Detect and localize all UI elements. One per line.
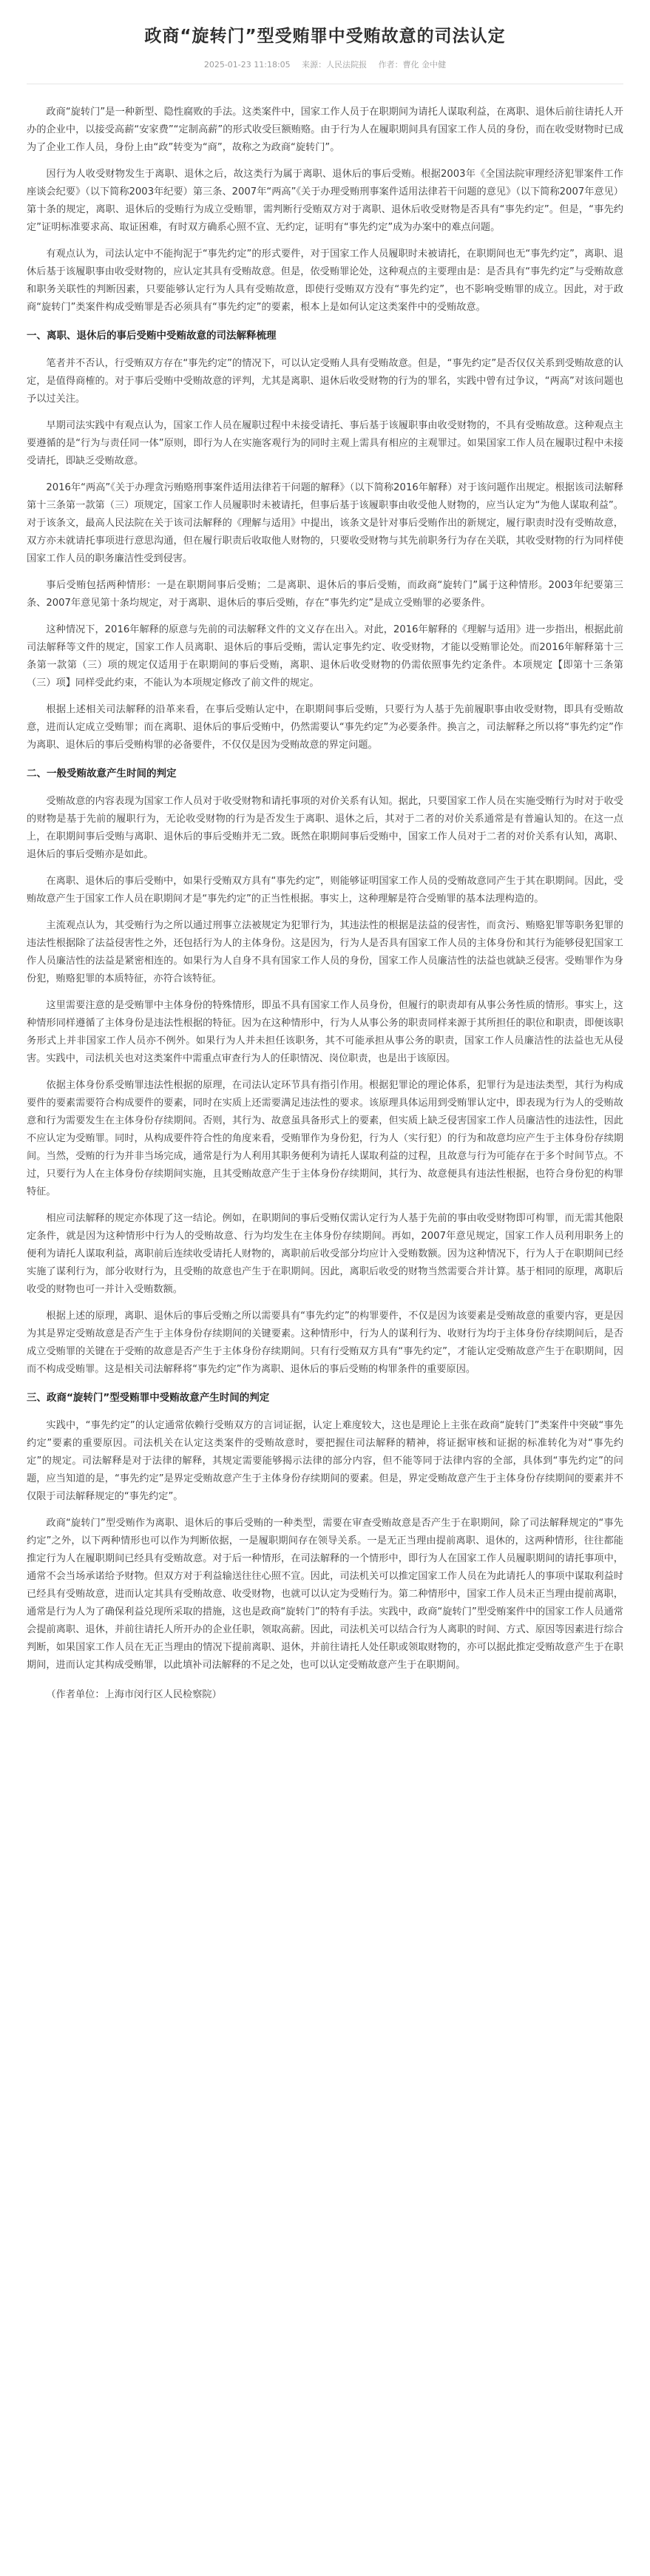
intro-section <box>27 104 623 317</box>
paragraph: 政商“旋转门”是一种新型、隐性腐败的手法。这类案件中，国家工作人员于在职期间为请托人谋取利益，在离职、退休后前往请托人开办的企业中，以接受高薪“安家费”“定制高薪”的形式收受巨额贿赂。由于行为人在履职期间具有国家工作人员的身份，而在收受财物时已成为了企业工作人员，身份上由“政”转变为“商”，故称之为政商“旋转门”。 <box>27 107 623 153</box>
paragraph: 早期司法实践中有观点认为，国家工作人员在履职过程中未接受请托、事后基于该履职事由收受财物的，不具有受贿故意。这种观点主要遵循的是“行为与责任同一体”原则，即行为人在实施客观行为的同时主观上需具有相应的主观罪过。如果国家工作人员在履职过程中未接受请托，即缺乏受贿故意。 <box>27 420 623 467</box>
section-heading: 二、一般受贿故意产生时间的判定 <box>27 768 177 780</box>
paragraph: 这里需要注意的是受贿罪中主体身份的特殊情形，即虽不具有国家工作人员身份，但履行的职责却有从事公务性质的情形。事实上，这种情形同样遵循了主体身份是违法性根据的特征。因为在这种情形中，行为人从事公务的职责同样来源于其所担任的职位和职责，即便该职务形式上并非国家工作人员亦不例外。如果行为人并未担任该职务，其不可能承担从事公务的职责，国家工作人员廉洁性的法益也无从侵害。实践中，司法机关也对这类案件中需重点审查行为人的任职情况、岗位职责，也是出于该原因。 <box>27 1000 623 1064</box>
section-1 <box>27 327 623 754</box>
paragraph: 根据上述相关司法解释的沿革来看，在事后受贿认定中，在职期间事后受贿，只要行为人基于先前履职事由收受财物，即具有受贿故意，进而认定成立受贿罪；而在离职、退休后的事后受贿中，仍然需要认“事先约定”为必要条件。换言之，司法解释之所以将“事先约定”作为离职、退休后的事后受贿构罪的必备要件，不仅仅是因为受贿故意的界定问题。 <box>27 704 623 751</box>
paragraph: 依据主体身份系受贿罪违法性根据的原理，在司法认定环节具有指引作用。根据犯罪论的理论体系，犯罪行为是违法类型，其行为构成要件的要素需要符合构成要件的要素，同时在实质上还需要满足违法性的要求。该原理具体运用到受贿罪认定中，即表现为行为人的受贿故意和行为需要发生在主体身份存续期间。否则，其行为、故意虽具备形式上的要素，但实质上缺乏侵害国家工作人员廉洁性的违法性，因此不应认定为受贿罪。同时，从构成要件符合性的角度来看，受贿罪作为身份犯，行为人（实行犯）的行为和故意均应产生于主体身份存续期间。当然，受贿的行为并非当场完成，通常是行为人利用其职务便利为请托人谋取利益的过程，且故意与行为可能存在于多个时间节点。不过，只要行为人在主体身份存续期间实施，且其受贿故意产生于主体身份存续期间，其行为、故意便具有违法性根据，也符合身份犯的构罪特征。 <box>27 1080 623 1197</box>
paragraph: 这种情况下，2016年解释的原意与先前的司法解释文件的文义存在出入。对此，2016年解释的《理解与适用》进一步指出，根据此前司法解释等文件的规定，国家工作人员离职、退休后的事后受贿，需认定事先约定、收受财物，才能以受贿罪论处。而2016年解释第十三条第一款第（三）项的规定仅适用于在职期间的事后受贿，离职、退休后收受财物的仍需依照事先约定条件。本项规定【即第十三条第（三）项】同样受此约束，不能认为本项规定修改了前文件的规定。 <box>27 624 623 689</box>
paragraph: 主流观点认为，其受贿行为之所以通过刑事立法被规定为犯罪行为，其违法性的根据是法益的侵害性，而贪污、贿赂犯罪等职务犯罪的违法性根据除了法益侵害性之外，还包括行为人的主体身份。这是因为，行为人是否具有国家工作人员的主体身份和其行为能够侵犯国家工作人员廉洁性的法益是紧密相连的。如果行为人自身不具有国家工作人员的身份，国家工作人员廉洁性的法益也就缺乏侵害。受贿罪作为身份犯，贿赂犯罪的本质特征，亦符合该特征。 <box>27 920 623 984</box>
article-authors: 作者：曹化 金中健 <box>378 60 447 70</box>
paragraph: 根据上述的原理，离职、退休后的事后受贿之所以需要具有“事先约定”的构罪要件，不仅是因为该要素是受贿故意的重要内容，更是因为其是界定受贿故意是否产生于主体身份存续期间的关键要素。这种情形中，行为人的谋利行为、收财行为均于主体身份存续期间后，是否成立受贿罪的关键在于受贿的故意是否产生于主体身份存续期间。只有行受贿双方具有“事先约定”，才能认定受贿故意产生于在职期间，因而不构成受贿罪。这是相关司法解释将“事先约定”作为离职、退休后的事后受贿的构罪条件的重要原因。 <box>27 1311 623 1375</box>
paragraph: 实践中，“事先约定”的认定通常依赖行受贿双方的言词证据，认定上难度较大，这也是理论上主张在政商“旋转门”类案件中突破“事先约定”要素的重要原因。司法机关在认定这类案件的受贿故意时，要把握住司法解释的精神，将证据审核和证据的标准转化为对“事先约定”的规定。司法解释是对于法律的解释，其规定需要能够揭示法律的部分内容，但不能等同于法律内容的全部，具体到“事先约定”的问题，应当知道的是，“事先约定”是界定受贿故意产生于主体身份存续期间的要素。但是，界定受贿故意产生于主体身份存续期间的要素并不仅限于司法解释规定的“事先约定”。 <box>27 1420 623 1502</box>
paragraph: 笔者并不否认，行受贿双方存在“事先约定”的情况下，可以认定受贿人具有受贿故意。但是，“事先约定”是否仅仅关系到受贿故意的认定，是值得商榷的。对于事后受贿中受贿故意的评判，尤其是离职、退休后收受财物的行为的罪名，实践中曾有过争议，“两高”对该问题也予以过关注。 <box>27 358 623 405</box>
article-source: 来源：人民法院报 <box>302 60 368 70</box>
paragraph: 受贿故意的内容表现为国家工作人员对于收受财物和请托事项的对价关系有认知。据此，只要国家工作人员在实施受贿行为时对于收受的财物是基于先前的履职行为，无论收受财物的行为是否发生于离职、退休之后，其对于二者的对价关系通常是有普遍认知的。在这一点上，在职期间事后受贿与离职、退休后的事后受贿并无二致。既然在职期间事后受贿中，国家工作人员对于二者的对价关系有认知，离职、退休后的事后受贿亦是如此。 <box>27 796 623 860</box>
paragraph: 政商“旋转门”型受贿作为离职、退休后的事后受贿的一种类型，需要在审查受贿故意是否产生于在职期间，除了司法解释规定的“事先约定”之外，以下两种情形也可以作为判断依据，一是履职期间存在领导关系。一是无正当理由提前离职、退休的，这两种情形，往往都能推定行为人在履职期间已经具有受贿故意。对于后一种情形，在司法解释的一个情形中，即行为人在国家工作人员履职期间的请托事项中，通常不会当场承诺给予财物。但双方对于利益输送往往心照不宣。因此，司法机关可以推定国家工作人员在为此请托人的事项中谋取利益时已经具有受贿故意，进而认定其具有受贿故意、收受财物，也就可以认定为受贿行为。第二种情形中，国家工作人员未正当理由提前离职，通常是行为人为了确保利益兑现所采取的措施，这也是政商“旋转门”的特有手法。实践中，政商“旋转门”型受贿案件中的国家工作人员通常会提前离职、退休，并前往请托人所开办的企业任职，领取高薪。因此，司法机关可以结合行为人离职的时间、方式、原因等因素进行综合判断，如果国家工作人员在无正当理由的情况下提前离职、退休，并前往请托人处任职或领取财物的，亦可以据此推定受贿故意产生于在职期间，进而认定其构成受贿罪，以此填补司法解释的不足之处，也可以认定受贿故意产生于在职期间。 <box>27 1518 623 1671</box>
article-title: 政商“旋转门”型受贿罪中受贿故意的司法认定 <box>144 27 506 46</box>
section-2 <box>27 765 623 1379</box>
author-affiliation: （作者单位：上海市闵行区人民检察院） <box>46 1689 222 1700</box>
section-heading: 三、政商“旋转门”型受贿罪中受贿故意产生时间的判定 <box>27 1392 270 1404</box>
section-heading: 一、离职、退休后的事后受贿中受贿故意的司法解释梳理 <box>27 330 277 342</box>
paragraph: 有观点认为，司法认定中不能拘泥于“事先约定”的形式要件，对于国家工作人员履职时未被请托，在职期间也无“事先约定”，离职、退休后基于该履职事由收受财物的，应认定其具有受贿故意。但是，依受贿罪论处，这种观点的主要理由是：是否具有“事先约定”与受贿故意和职务关联性的判断因素，只要能够认定行为人具有受贿故意，即使行受贿双方没有“事先约定”，也不影响受贿罪的成立。因此，对于政商“旋转门”类案件构成受贿罪是否必须具有“事先约定”的要素，根本上是如何认定这类案件中的受贿故意。 <box>27 249 623 313</box>
paragraph: 2016年“两高”《关于办理贪污贿赂刑事案件适用法律若干问题的解释》（以下简称2016年解释）对于该问题作出规定。根据该司法解释第十三条第一款第（三）项规定，国家工作人员履职时未被请托，但事后基于该履职事由收受他人财物的，应当认定为“为他人谋取利益”。对于该条文，最高人民法院在关于该司法解释的《理解与适用》中提出，该条文是针对事后受贿作出的新规定，履行职责时没有受贿故意，双方亦未就请托事项进行意思沟通，但在履行职责后收取他人财物的，只要收受财物与其先前职务行为存在关联，其收受财物的行为同样使国家工作人员的职务廉洁性受到侵害。 <box>27 482 623 564</box>
paragraph: 因行为人收受财物发生于离职、退休之后，故这类行为属于离职、退休后的事后受贿。根据2003年《全国法院审理经济犯罪案件工作座谈会纪要》（以下简称2003年纪要）第三条、2007年“两高”《关于办理受贿刑事案件适用法律若干问题的意见》（以下简称2007年意见）第十条的规定，离职、退休后的受贿行为成立受贿罪，需判断行受贿双方对于离职、退休后收受财物是否具有“事先约定”。但是，“事先约定”证明标准要求高、取证困难，有时双方确系心照不宣、无约定，证明有“事先约定”成为办案中的难点问题。 <box>27 169 623 233</box>
paragraph: 在离职、退休后的事后受贿中，如果行受贿双方具有“事先约定”，则能够证明国家工作人员的受贿故意同产生于其在职期间。因此，受贿故意产生于国家工作人员在职期间才是“事先约定”的正当性根据。事实上，这种理解是符合受贿罪的基本法理构造的。 <box>27 876 623 905</box>
publish-date: 2025-01-23 11:18:05 <box>203 60 291 70</box>
article-page <box>0 22 650 1704</box>
article-meta <box>27 58 623 70</box>
paragraph: 相应司法解释的规定亦体现了这一结论。例如，在职期间的事后受贿仅需认定行为人基于先前的事由收受财物即可构罪，而无需其他限定条件，就是因为这种情形中行为人的受贿故意、行为均发生在主体身份存续期间。再如，2007年意见规定，国家工作人员利用职务上的便利为请托人谋取利益，离职前后连续收受请托人财物的，离职前后收受部分均应计入受贿数额。因为这种情况下，行为人于在职期间已经实施了谋利行为，部分收财行为，且受贿的故意也产生于在职期间。因此，离职后收受的财物当然需要合并计算。基于相同的原理，离职后收受的财物也可一并计入受贿数额。 <box>27 1213 623 1295</box>
paragraph: 事后受贿包括两种情形：一是在职期间事后受贿；二是离职、退休后的事后受贿，而政商“旋转门”属于这种情形。2003年纪要第三条、2007年意见第十条均规定，对于离职、退休后的事后受贿，存在“事先约定”是成立受贿罪的必要条件。 <box>27 580 623 609</box>
section-3 <box>27 1389 623 1674</box>
